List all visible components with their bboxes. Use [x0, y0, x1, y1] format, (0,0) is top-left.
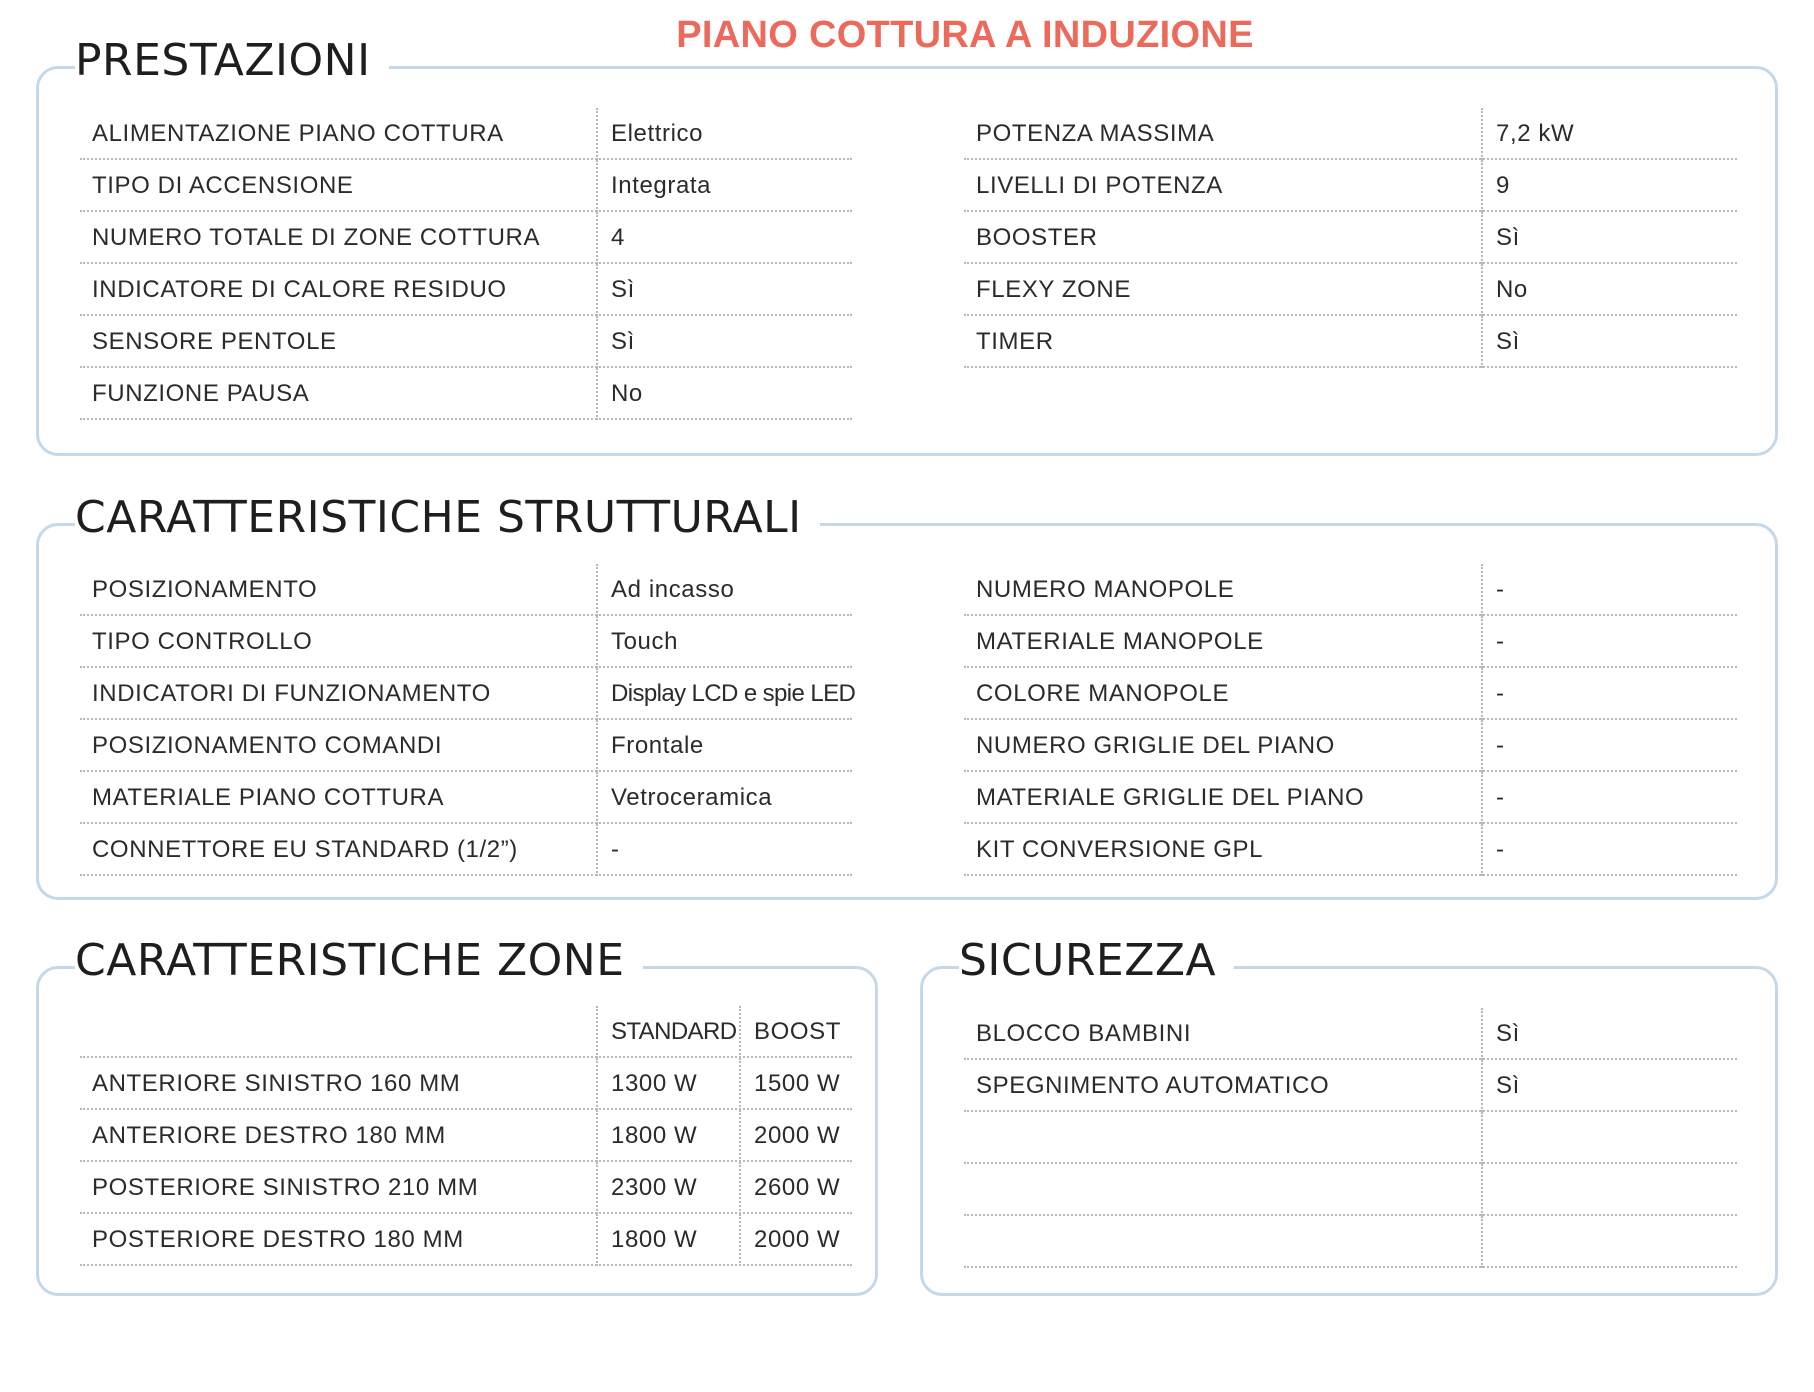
spec-value: No: [1496, 276, 1528, 303]
spec-label: SPEGNIMENTO AUTOMATICO: [976, 1072, 1330, 1099]
spec-value: Sì: [1496, 1020, 1520, 1047]
sicurezza-section: [920, 935, 1778, 1296]
spec-label: INDICATORE DI CALORE RESIDUO: [92, 276, 507, 303]
table-row: [80, 1162, 852, 1214]
zone-title: CARATTERISTICHE ZONE: [75, 937, 643, 985]
table-row: [80, 212, 852, 264]
table-row: [80, 368, 852, 420]
table-row: [964, 720, 1737, 772]
table-row: [964, 564, 1737, 616]
zone-boost-value: 2000 W: [754, 1226, 841, 1253]
table-row: [964, 1060, 1737, 1112]
table-row: [964, 264, 1737, 316]
spec-label: POSIZIONAMENTO COMANDI: [92, 732, 443, 759]
spec-value: Frontale: [611, 732, 704, 759]
zone-label: ANTERIORE DESTRO 180 MM: [92, 1122, 446, 1149]
spec-value: Touch: [611, 628, 679, 655]
table-row: [80, 264, 852, 316]
spec-value: Sì: [611, 276, 635, 303]
table-row: [964, 824, 1737, 876]
zone-boost-value: 1500 W: [754, 1070, 841, 1097]
spec-value: Ad incasso: [611, 576, 735, 603]
zone-label: POSTERIORE SINISTRO 210 MM: [92, 1174, 479, 1201]
spec-label: INDICATORI DI FUNZIONAMENTO: [92, 680, 491, 707]
spec-label: KIT CONVERSIONE GPL: [976, 836, 1264, 863]
table-row: [964, 1112, 1737, 1164]
spec-value: Sì: [1496, 328, 1520, 355]
spec-label: COLORE MANOPOLE: [976, 680, 1230, 707]
table-row: [80, 824, 852, 876]
table-row: [80, 720, 852, 772]
zone-standard-value: 1800 W: [611, 1122, 698, 1149]
table-row: [80, 616, 852, 668]
spec-value: 7,2 kW: [1496, 120, 1575, 147]
spec-value: Vetroceramica: [611, 784, 773, 811]
spec-label: BOOSTER: [976, 224, 1098, 251]
spec-value: Integrata: [611, 172, 712, 199]
spec-value: Sì: [1496, 1072, 1520, 1099]
strutturali-section: [36, 492, 1778, 900]
spec-value: 9: [1496, 172, 1510, 199]
spec-value: Sì: [611, 328, 635, 355]
spec-value: -: [1496, 784, 1505, 811]
spec-label: BLOCCO BAMBINI: [976, 1020, 1192, 1047]
spec-label: TIMER: [976, 328, 1054, 355]
spec-value: -: [1496, 680, 1505, 707]
spec-label: NUMERO TOTALE DI ZONE COTTURA: [92, 224, 541, 251]
spec-label: POTENZA MASSIMA: [976, 120, 1215, 147]
spec-value: 4: [611, 224, 625, 251]
sicurezza-title: SICUREZZA: [959, 937, 1234, 985]
spec-label: FLEXY ZONE: [976, 276, 1131, 303]
table-row: [964, 1164, 1737, 1216]
spec-label: FUNZIONE PAUSA: [92, 380, 310, 407]
column-header-standard: STANDARD: [611, 1018, 737, 1045]
spec-value: -: [611, 836, 620, 863]
table-row: [80, 1058, 852, 1110]
table-row: [964, 212, 1737, 264]
spec-label: MATERIALE GRIGLIE DEL PIANO: [976, 784, 1365, 811]
spec-value: Display LCD e spie LED: [611, 680, 856, 707]
spec-value: No: [611, 380, 643, 407]
spec-label: NUMERO GRIGLIE DEL PIANO: [976, 732, 1335, 759]
zone-standard-value: 1300 W: [611, 1070, 698, 1097]
spec-value: -: [1496, 836, 1505, 863]
zone-standard-value: 1800 W: [611, 1226, 698, 1253]
table-row: [80, 564, 852, 616]
table-row: [964, 1216, 1737, 1268]
zone-label: ANTERIORE SINISTRO 160 MM: [92, 1070, 461, 1097]
table-row: [80, 1110, 852, 1162]
zone-label: POSTERIORE DESTRO 180 MM: [92, 1226, 464, 1253]
zone-boost-value: 2000 W: [754, 1122, 841, 1149]
table-row: [80, 668, 856, 720]
table-row: [964, 616, 1737, 668]
spec-label: MATERIALE MANOPOLE: [976, 628, 1264, 655]
spec-value: -: [1496, 628, 1505, 655]
zone-section: [36, 935, 878, 1296]
column-header-boost: BOOST: [754, 1018, 842, 1045]
spec-label: ALIMENTAZIONE PIANO COTTURA: [92, 120, 504, 147]
table-row: [80, 316, 852, 368]
spec-label: SENSORE PENTOLE: [92, 328, 337, 355]
spec-label: POSIZIONAMENTO: [92, 576, 318, 603]
document-title: PIANO COTTURA A INDUZIONE: [676, 14, 1254, 56]
spec-label: CONNETTORE EU STANDARD (1/2”): [92, 836, 518, 863]
table-header-row: [80, 1006, 852, 1058]
spec-value: Sì: [1496, 224, 1520, 251]
spec-label: LIVELLI DI POTENZA: [976, 172, 1223, 199]
spec-value: Elettrico: [611, 120, 704, 147]
prestazioni-title: PRESTAZIONI: [75, 37, 389, 85]
table-row: [964, 108, 1737, 160]
table-row: [80, 772, 852, 824]
spec-label: NUMERO MANOPOLE: [976, 576, 1235, 603]
table-row: [964, 1008, 1737, 1060]
spec-label: TIPO CONTROLLO: [92, 628, 313, 655]
table-row: [80, 108, 852, 160]
table-row: [80, 160, 852, 212]
spec-value: -: [1496, 732, 1505, 759]
spec-label: MATERIALE PIANO COTTURA: [92, 784, 445, 811]
table-row: [964, 160, 1737, 212]
zone-boost-value: 2600 W: [754, 1174, 841, 1201]
spec-label: TIPO DI ACCENSIONE: [92, 172, 354, 199]
table-row: [964, 316, 1737, 368]
table-row: [964, 772, 1737, 824]
strutturali-title: CARATTERISTICHE STRUTTURALI: [75, 494, 820, 542]
table-row: [80, 1214, 852, 1266]
table-row: [964, 668, 1737, 720]
zone-standard-value: 2300 W: [611, 1174, 698, 1201]
spec-value: -: [1496, 576, 1505, 603]
